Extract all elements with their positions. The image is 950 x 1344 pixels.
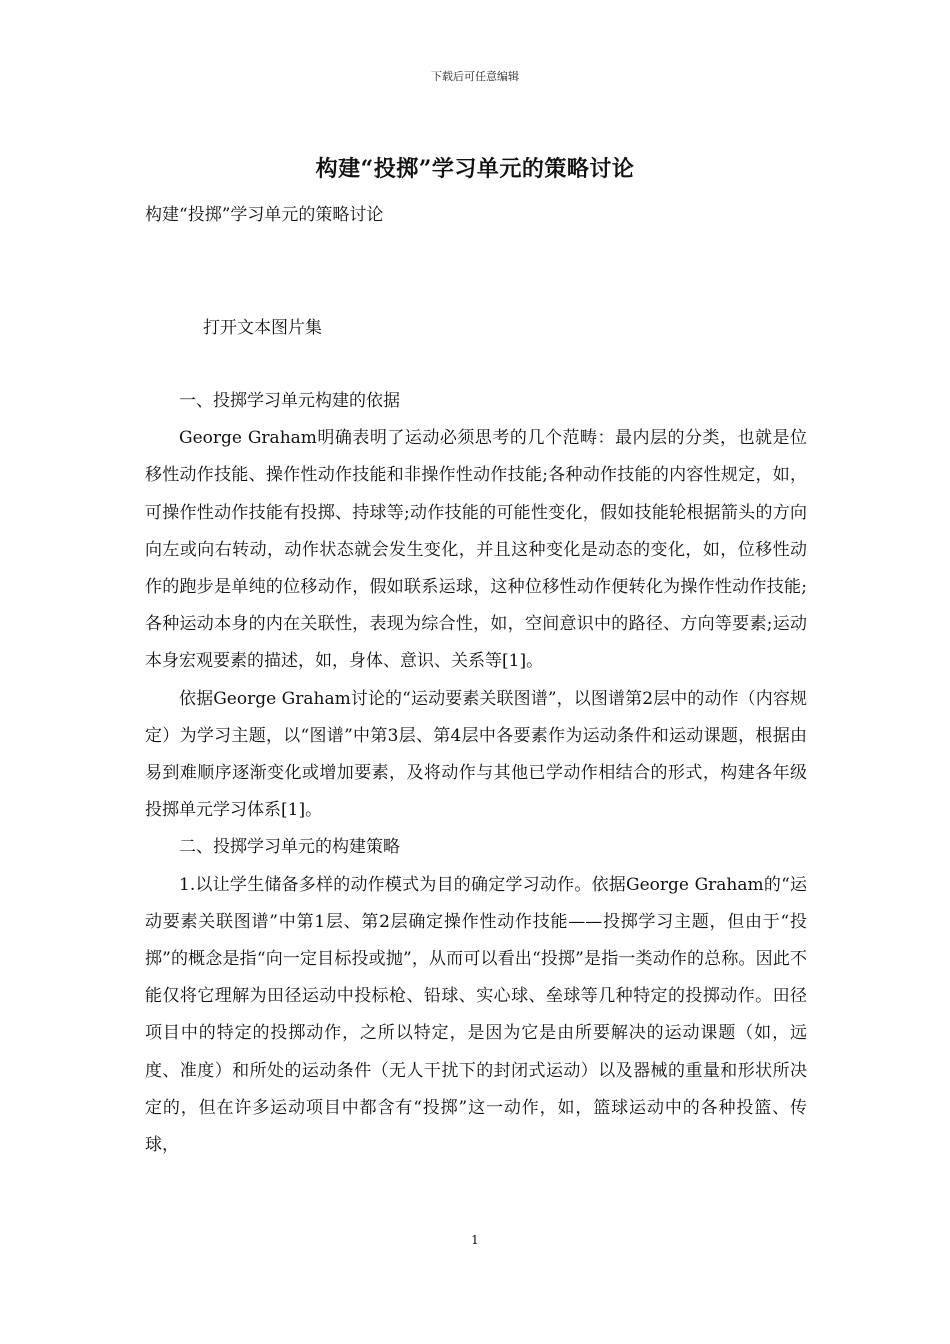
page-number: 1 (471, 1233, 479, 1247)
document-subtitle: 构建“投掷”学习单元的策略讨论 (145, 205, 384, 225)
paragraph-element-map: 依据George Graham讨论的“运动要素关联图谱”，以图谱第2层中的动作（内容规定）为学习主题，以“图谱”中第3层、第4层中各要素作为运动条件和运动课题，根据由易到难顺序逐渐变化或增加要素，及将动作与其他已学动作相结合的形式，构建各年级投掷单元学习体系[1]。 (145, 688, 807, 821)
section-heading-strategy: 二、投掷学习单元的构建策略 (179, 837, 400, 858)
document-body (145, 383, 807, 1164)
paragraph-graham-categories: George Graham明确表明了运动必须思考的几个范畴：最内层的分类，也就是位移性动作技能、操作性动作技能和非操作性动作技能;各种动作技能的内容性规定，如，可操作性动作技能有投掷、持球等;动作技能的可能性变化，假如技能轮根据箭头的方向向左或向右转动，动作状态就会发生变化，并且这种变化是动态的变化，如，位移性动作的跑步是单纯的位移动作，假如联系运球，这种位移性动作便转化为操作性动作技能;各种运动本身的内在关联性，表现为综合性，如，空间意识中的路径、方向等要素;运动本身宏观要素的描述，如，身体、意识、关系等[1]。 (145, 428, 807, 672)
document-title: 构建“投掷”学习单元的策略讨论 (315, 156, 635, 182)
open-image-gallery-link[interactable]: 打开文本图片集 (203, 318, 322, 338)
paragraph-strategy-1: 1.以让学生储备多样的动作模式为目的确定学习动作。依据George Graham的“运动要素关联图谱”中第1层、第2层确定操作性动作技能——投掷学习主题，但由于“投掷”的概念是指“向一定目标投或抛”，从而可以看出“投掷”是指一类动作的总称。因此不能仅将它理解为田径运动中投标枪、铅球、实心球、垒球等几种特定的投掷动作。田径项目中的特定的投掷动作，之所以特定，是因为它是由所要解决的运动课题（如，远度、准度）和所处的运动条件（无人干扰下的封闭式运动）以及器械的重量和形状所决定的，但在许多运动项目中都含有“投掷”这一动作，如，篮球运动中的各种投篮、传球， (145, 874, 807, 1156)
section-heading-basis: 一、投掷学习单元构建的依据 (179, 391, 400, 411)
header-note: 下载后可任意编辑 (431, 70, 519, 83)
